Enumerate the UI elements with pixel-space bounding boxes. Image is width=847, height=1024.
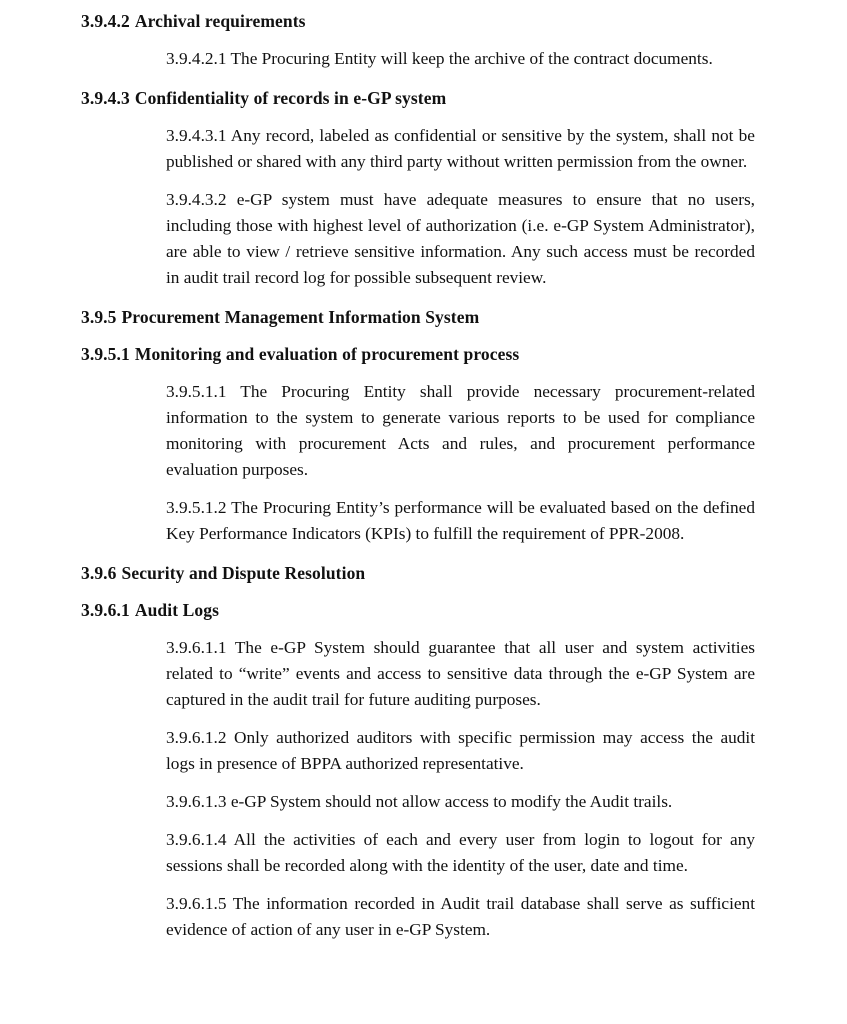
paragraph-3-9-4-3-1	[166, 123, 755, 175]
paragraph-3-9-5-1-2	[166, 495, 755, 547]
paragraph-text: e-GP system must have adequate measures to ensure that no users, including those with highest level of authorization (i.e. e-GP System Administrator), are able to view / retrieve sensitive information. Any such access must be recorded in audit trail record log for possible subsequent review.	[166, 190, 755, 287]
heading-number: 3.9.5.1	[81, 344, 130, 364]
paragraph-text: Any record, labeled as confidential or sensitive by the system, shall not be published or shared with any third party without written permission from the owner.	[166, 126, 755, 171]
paragraph-text: All the activities of each and every user from login to logout for any sessions shall be recorded along with the identity of the user, date and time.	[166, 830, 755, 875]
paragraph-text: Only authorized auditors with specific permission may access the audit logs in presence of BPPA authorized representative.	[166, 728, 755, 773]
heading-title: Procurement Management Information System	[121, 307, 480, 327]
paragraph-3-9-6-1-1	[166, 635, 755, 713]
heading-title: Archival requirements	[134, 11, 306, 31]
heading-number: 3.9.5	[81, 307, 117, 327]
heading-number: 3.9.6	[81, 563, 117, 583]
paragraph-3-9-4-2-1	[166, 46, 755, 72]
paragraph-text: The Procuring Entity will keep the archive of the contract documents.	[230, 49, 713, 68]
heading-number: 3.9.6.1	[81, 600, 130, 620]
paragraph-number: 3.9.6.1.4	[166, 830, 227, 849]
paragraph-number: 3.9.6.1.2	[166, 728, 227, 747]
paragraph-number: 3.9.6.1.1	[166, 638, 227, 657]
document-body	[81, 8, 755, 943]
heading-3-9-5-1	[81, 341, 755, 367]
heading-3-9-6-1	[81, 597, 755, 623]
paragraph-number: 3.9.4.3.2	[166, 190, 227, 209]
heading-number: 3.9.4.3	[81, 88, 130, 108]
paragraph-3-9-5-1-1	[166, 379, 755, 483]
paragraph-3-9-6-1-4	[166, 827, 755, 879]
paragraph-number: 3.9.6.1.3	[166, 792, 227, 811]
paragraph-3-9-4-3-2	[166, 187, 755, 291]
paragraph-number: 3.9.5.1.2	[166, 498, 227, 517]
paragraph-text: The Procuring Entity’s performance will be evaluated based on the defined Key Performance Indicators (KPIs) to fulfill the requirement of PPR-2008.	[166, 498, 755, 543]
heading-title: Confidentiality of records in e-GP system	[134, 88, 447, 108]
heading-title: Monitoring and evaluation of procurement process	[134, 344, 520, 364]
paragraph-3-9-6-1-2	[166, 725, 755, 777]
heading-title: Audit Logs	[134, 600, 219, 620]
paragraph-number: 3.9.4.2.1	[166, 49, 227, 68]
paragraph-3-9-6-1-5	[166, 891, 755, 943]
paragraph-text: The Procuring Entity shall provide necessary procurement-related information to the system to generate various reports to be used for compliance monitoring with procurement Acts and rules, and procurement performance evaluation purposes.	[166, 382, 755, 479]
paragraph-text: e-GP System should not allow access to modify the Audit trails.	[230, 792, 673, 811]
heading-number: 3.9.4.2	[81, 11, 130, 31]
heading-3-9-5	[81, 304, 755, 330]
paragraph-text: The information recorded in Audit trail database shall serve as sufficient evidence of action of any user in e-GP System.	[166, 894, 755, 939]
paragraph-number: 3.9.4.3.1	[166, 126, 227, 145]
heading-3-9-4-2	[81, 8, 755, 34]
heading-3-9-4-3	[81, 85, 755, 111]
paragraph-text: The e-GP System should guarantee that all user and system activities related to “write” events and access to sensitive data through the e-GP System are captured in the audit trail for future auditing purposes.	[166, 638, 755, 709]
heading-3-9-6	[81, 560, 755, 586]
paragraph-number: 3.9.5.1.1	[166, 382, 227, 401]
paragraph-3-9-6-1-3	[166, 789, 755, 815]
heading-title: Security and Dispute Resolution	[121, 563, 366, 583]
paragraph-number: 3.9.6.1.5	[166, 894, 227, 913]
